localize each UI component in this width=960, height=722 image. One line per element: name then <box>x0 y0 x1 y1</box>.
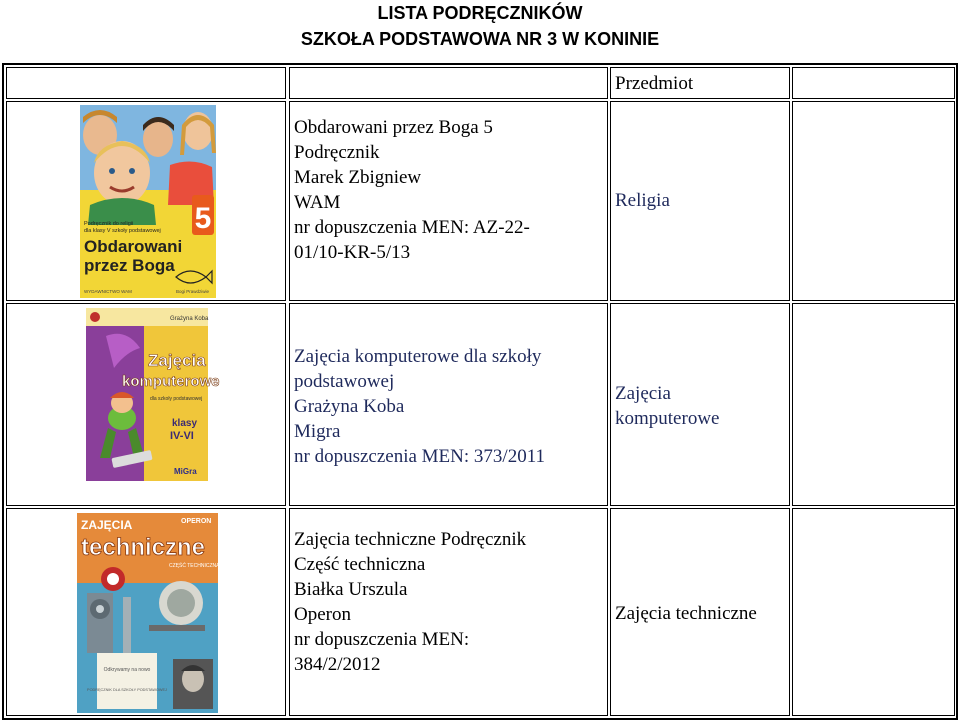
book-cell-row-2 <box>289 303 608 506</box>
book-cell-row-3 <box>289 508 608 716</box>
book-details-technical <box>294 527 603 677</box>
cover-cell-row-2 <box>6 303 286 506</box>
cover-sub: CZĘŚĆ TECHNICZNA <box>169 563 220 569</box>
header-cell-extra <box>792 67 955 99</box>
cover-title-1: ZAJĘCIA <box>81 518 133 532</box>
cover-publisher: OPERON <box>181 518 212 525</box>
subject-label <box>615 381 785 431</box>
subject-cell-row-2 <box>610 303 790 506</box>
book-approval-number: nr dopuszczenia MEN: AZ-22- <box>294 217 530 238</box>
book-subtitle: Podręcznik <box>294 142 380 163</box>
extra-cell-row-3 <box>792 508 955 716</box>
subject-label: Religia <box>615 190 670 211</box>
book-cover-religion <box>80 105 216 298</box>
book-publisher: Operon <box>294 604 351 625</box>
header-cell-book <box>289 67 608 99</box>
book-title: Zajęcia techniczne Podręcznik <box>294 529 527 550</box>
cover-publisher: WYDAWNICTWO WAM <box>84 289 132 294</box>
cover-grade-2: IV-VI <box>170 430 194 442</box>
page-title-line-1: LISTA PODRĘCZNIKÓW <box>377 3 583 23</box>
header-cell-subject <box>610 67 790 99</box>
book-cover-computer <box>86 308 220 481</box>
book-approval-number-cont: 01/10-KR-5/13 <box>294 242 411 263</box>
page-title-line-2: SZKOŁA PODSTAWOWA NR 3 W KONINIE <box>300 29 660 49</box>
book-title-cont: podstawowej <box>294 371 395 392</box>
book-title: Obdarowani przez Boga 5 <box>294 117 493 138</box>
subject-cell-row-3 <box>610 508 790 716</box>
extra-cell-row-2 <box>792 303 955 506</box>
book-author: Marek Zbigniew <box>294 167 422 188</box>
book-cover-technical <box>77 513 218 713</box>
cover-title-2: komputerowe <box>122 373 220 390</box>
book-approval-number: nr dopuszczenia MEN: <box>294 629 470 650</box>
cover-title-1: Zajęcia <box>148 351 206 370</box>
cover-footer: PODRĘCZNIK DLA SZKOŁY PODSTAWOWEJ <box>87 688 167 692</box>
book-part: Część techniczna <box>294 554 426 575</box>
cover-series: Bogi Prawdziwie <box>176 289 210 294</box>
subject-cell-row-1 <box>610 101 790 301</box>
cover-cell-row-1 <box>6 101 286 301</box>
cover-title-2: techniczne <box>81 534 206 561</box>
book-title: Zajęcia komputerowe dla szkoły <box>294 346 542 367</box>
cover-series: Odkrywamy na nowo <box>103 667 151 673</box>
subject-label: Zajęcia techniczne <box>615 603 757 624</box>
cover-author: Grażyna Koba <box>170 316 209 322</box>
cover-publisher: MiGra <box>174 467 197 476</box>
book-details-computer <box>294 344 603 469</box>
cover-grade-1: klasy <box>172 418 198 429</box>
cover-caption-1: Podręcznik do religii <box>84 221 134 227</box>
subject-label-line-2: komputerowe <box>615 408 720 429</box>
subject-label-line-1: Zajęcia <box>615 383 671 404</box>
book-publisher: Migra <box>294 421 341 442</box>
book-approval-number-cont: 384/2/2012 <box>294 654 381 675</box>
book-author: Białka Urszula <box>294 579 408 600</box>
cover-cell-row-3 <box>6 508 286 716</box>
book-author: Grażyna Koba <box>294 396 405 417</box>
header-cell-cover <box>6 67 286 99</box>
cover-caption-2: dla klasy V szkoły podstawowej <box>84 228 161 234</box>
book-details-religion <box>294 115 603 265</box>
book-cell-row-1 <box>289 101 608 301</box>
cover-title-2: przez Boga <box>84 256 175 275</box>
cover-sub: dla szkoły podstawowej <box>150 396 203 402</box>
cover-number: 5 <box>194 202 212 235</box>
column-header-subject: Przedmiot <box>615 73 694 94</box>
book-publisher: WAM <box>294 192 341 213</box>
extra-cell-row-1 <box>792 101 955 301</box>
book-approval-number: nr dopuszczenia MEN: 373/2011 <box>294 446 545 467</box>
cover-title-1: Obdarowani <box>84 237 183 256</box>
